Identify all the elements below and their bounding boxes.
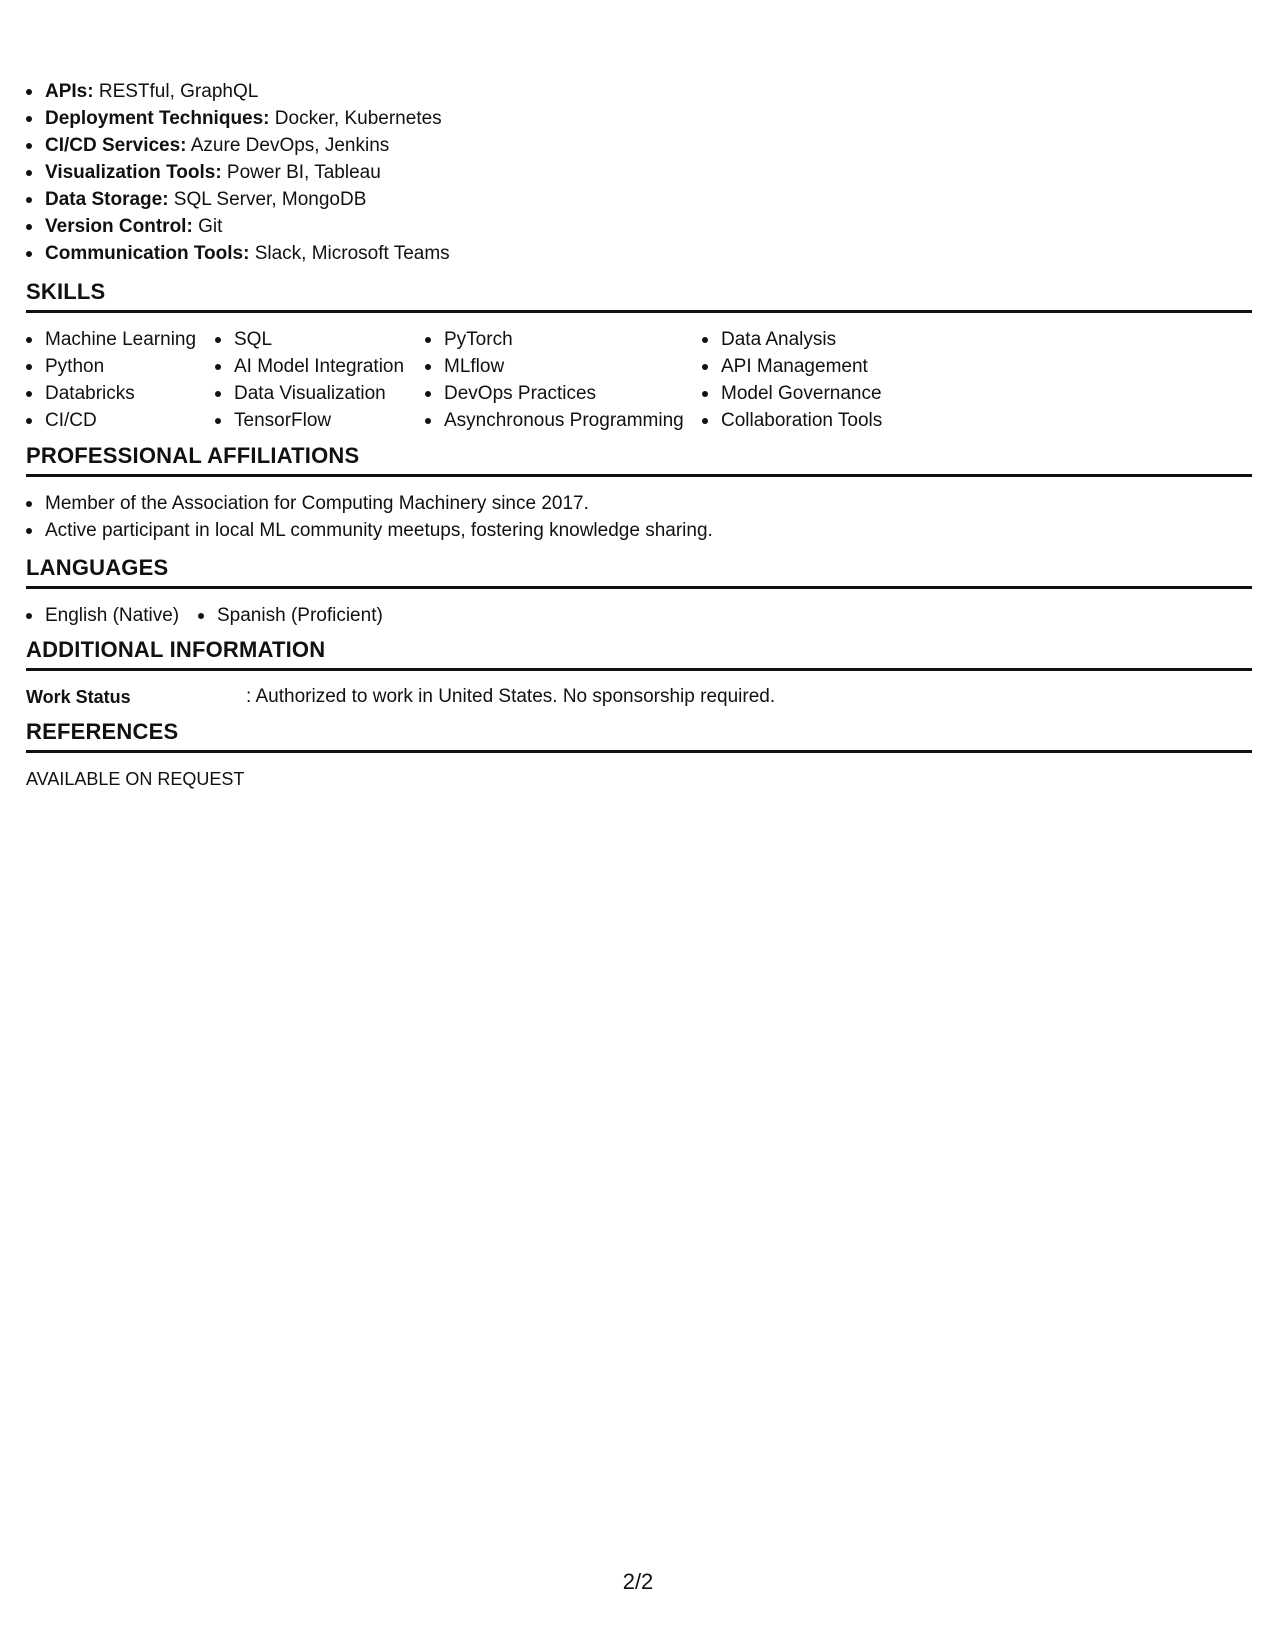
skill-item: PyTorch: [425, 326, 684, 353]
tool-value: Docker, Kubernetes: [269, 108, 442, 129]
list-item: [26, 159, 450, 186]
skill-item: DevOps Practices: [425, 380, 684, 407]
list-item: [26, 213, 450, 240]
tool-value: Slack, Microsoft Teams: [249, 243, 450, 264]
tool-value: Azure DevOps, Jenkins: [186, 135, 390, 156]
skills-column-4: [702, 326, 882, 434]
tools-list: [26, 78, 450, 267]
skill-item: AI Model Integration: [215, 353, 404, 380]
section-divider: [26, 310, 1252, 313]
skill-item: Model Governance: [702, 380, 882, 407]
tool-value: Git: [192, 216, 223, 237]
work-status-value: : Authorized to work in United States. No sponsorship required.: [246, 686, 776, 707]
tool-label: Version Control:: [45, 216, 193, 237]
resume-page: [26, 0, 1252, 1650]
skill-item: Databricks: [26, 380, 196, 407]
affiliations-heading: PROFESSIONAL AFFILIATIONS: [26, 443, 360, 468]
list-item: [26, 132, 450, 159]
skill-item: API Management: [702, 353, 882, 380]
list-item: [26, 186, 450, 213]
page-number: 2/2: [622, 1569, 654, 1594]
tool-label: CI/CD Services:: [45, 135, 187, 156]
list-item: [26, 78, 450, 105]
work-status-label: Work Status: [26, 687, 131, 707]
skills-column-3: [425, 326, 684, 434]
skill-item: Python: [26, 353, 196, 380]
tool-label: Communication Tools:: [45, 243, 250, 264]
tool-label: Deployment Techniques:: [45, 108, 270, 129]
skill-item: Data Visualization: [215, 380, 404, 407]
tool-label: Data Storage:: [45, 189, 169, 210]
skill-item: Asynchronous Programming: [425, 407, 684, 434]
affiliations-list: [26, 490, 713, 544]
skill-item: TensorFlow: [215, 407, 404, 434]
tool-value: SQL Server, MongoDB: [168, 189, 367, 210]
tool-value: Power BI, Tableau: [221, 162, 381, 183]
tool-label: APIs:: [45, 81, 94, 102]
tool-label: Visualization Tools:: [45, 162, 222, 183]
skills-heading: SKILLS: [26, 279, 106, 304]
section-divider: [26, 750, 1252, 753]
tool-value: RESTful, GraphQL: [93, 81, 259, 102]
list-item: Member of the Association for Computing Machinery since 2017.: [26, 490, 713, 517]
skill-item: Machine Learning: [26, 326, 196, 353]
languages-heading: LANGUAGES: [26, 555, 169, 580]
skill-item: Data Analysis: [702, 326, 882, 353]
additional-info-heading: ADDITIONAL INFORMATION: [26, 637, 326, 662]
skills-column-2: [215, 326, 404, 434]
language-item: English (Native): [26, 602, 179, 629]
section-divider: [26, 586, 1252, 589]
references-heading: REFERENCES: [26, 719, 179, 744]
skill-item: Collaboration Tools: [702, 407, 882, 434]
list-item: Active participant in local ML community meetups, fostering knowledge sharing.: [26, 517, 713, 544]
list-item: [26, 105, 450, 132]
skills-column-1: [26, 326, 196, 434]
references-text: AVAILABLE ON REQUEST: [26, 769, 245, 789]
list-item: [26, 240, 450, 267]
skill-item: MLflow: [425, 353, 684, 380]
section-divider: [26, 474, 1252, 477]
language-item: Spanish (Proficient): [198, 602, 383, 629]
skill-item: CI/CD: [26, 407, 196, 434]
skill-item: SQL: [215, 326, 404, 353]
section-divider: [26, 668, 1252, 671]
